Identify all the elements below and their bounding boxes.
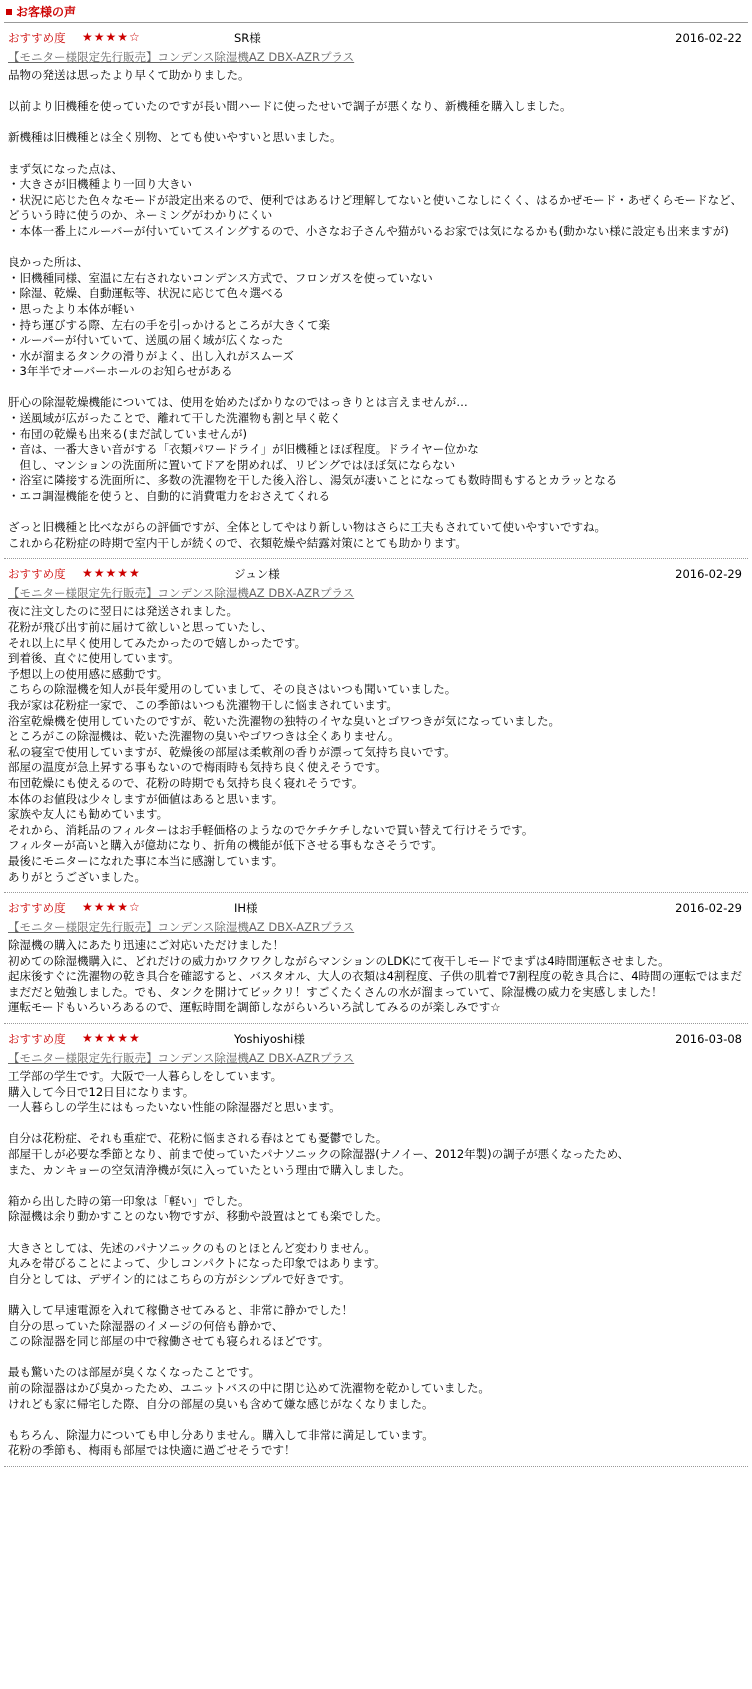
review-body (8, 68, 748, 551)
star-rating-icon: ★★★★☆ (82, 900, 141, 915)
review-text-line: 新機種は旧機種とは全く別物、とても使いやすいと思いました。 (8, 130, 342, 145)
review-text-line (8, 240, 748, 256)
review-text-line: 購入して今日で12日目になります。 (8, 1084, 195, 1099)
review-text-line: ・本体一番上にルーバーが付いていてスイングするので、小さなお子さんや猫がいるお家では気になるかも(動かない様に設定も出来ますが) (8, 223, 729, 238)
review-text-line (8, 1225, 748, 1241)
review-text-line: まず気になった点は、 (8, 161, 123, 176)
review-text-line: ・エコ調湿機能を使うと、自動的に消費電力をおさえてくれる (8, 489, 330, 504)
review-text-line: 自分の思っていた除湿器のイメージの何倍も静かで、 (8, 1318, 284, 1333)
review-text-line: 肝心の除湿乾燥機能については、使用を始めたばかりなのではっきりとは言えませんが… (8, 395, 468, 410)
review-text-line: 花粉が飛び出す前に届けて欲しいと思っていたし、 (8, 620, 273, 634)
review-text-line: これから花粉症の時期で室内干しが続くので、衣類乾燥や結露対策にとても助かります。 (8, 535, 467, 550)
review-text-line (8, 505, 748, 521)
review-text-line: 但し、マンションの洗面所に置いてドアを閉めれば、リビングではほぼ気にならない (8, 457, 456, 472)
review-text-line: 前の除湿器はかび臭かったため、ユニットバスの中に閉じ込めて洗濯物を乾かしていました。 (8, 1380, 490, 1395)
review-text-line: ・ルーバーが付いていて、送風の届く域が広くなった (8, 333, 284, 348)
star-rating-icon: ★★★★★ (82, 1031, 141, 1046)
review-text-line: ざっと旧機種と比べながらの評価ですが、全体としてやはり新しい物はさらに工夫もされていて使いやすいですね。 (8, 520, 606, 535)
review-text-line: 私の寝室で使用していますが、乾燥後の部屋は柔軟剤の香りが漂って気持ち良いです。 (8, 744, 456, 759)
reviewer-name: Yoshiyoshi様 (234, 1032, 305, 1047)
review-text-line (8, 146, 748, 162)
review-text-line: 大きさとしては、先述のパナソニックのものとほとんど変わりません。 (8, 1240, 376, 1255)
review-item (4, 893, 748, 1024)
review-text-line: 家族や友人にも勧めています。 (8, 807, 169, 822)
review-text-line: 花粉の季節も、梅雨も部屋では快適に過ごせそうです！ (8, 1443, 296, 1458)
review-text-line (8, 1178, 748, 1194)
review-text-line: また、カンキョーの空気清浄機が気に入っていたという理由で購入しました。 (8, 1162, 411, 1177)
review-text-line: それから、消耗品のフィルターはお手軽価格のようなのでケチケチしないで買い替えて行けそうです。 (8, 822, 534, 837)
review-text-line: 初めての除湿機購入に、どれだけの威力かワクワクしながらマンションのLDKにて夜干しモードでまずは4時間運転させました。 (8, 953, 670, 968)
review-header (4, 1030, 748, 1048)
review-text-line: けれども家に帰宅した際、自分の部屋の臭いも含めて嫌な感じがなくなりました。 (8, 1396, 434, 1411)
product-link[interactable]: 【モニター様限定先行販売】コンデンス除湿機AZ DBX-AZRプラス (8, 586, 355, 601)
review-header (4, 899, 748, 917)
review-text-line (8, 1350, 748, 1366)
review-text-line: この除湿器を同じ部屋の中で稼働させても寝られるほどです。 (8, 1334, 330, 1349)
review-text-line: ・送風域が広がったことで、離れて干した洗濯物も割と早く乾く (8, 411, 342, 426)
review-text-line: 品物の発送は思ったより早くて助かりました。 (8, 68, 250, 82)
review-text-line: ところがこの除湿機は、乾いた洗濯物の臭いやゴワつきは全くありません。 (8, 729, 400, 744)
review-body (8, 1069, 748, 1459)
review-text-line: ・旧機種同様、室温に左右されないコンデンス方式で、フロンガスを使っていない (8, 270, 433, 285)
product-link[interactable]: 【モニター様限定先行販売】コンデンス除湿機AZ DBX-AZRプラス (8, 50, 355, 64)
review-text-line: 予想以上の使用感に感動です。 (8, 666, 169, 681)
review-text-line: 良かった所は、 (8, 255, 89, 270)
review-item (4, 23, 748, 559)
review-text-line: もちろん、除湿力についても申し分ありません。購入して非常に満足しています。 (8, 1427, 434, 1442)
reviewer-name: IH様 (234, 901, 258, 916)
review-text-line: 部屋干しが必要な季節となり、前まで使っていたパナソニックの除湿器(ナノイー、2012年製)の調子が悪くなったため、 (8, 1147, 630, 1162)
review-text-line: ・持ち運びする際、左右の手を引っかけるところが大きくて楽 (8, 317, 330, 332)
review-text-line (8, 1116, 748, 1132)
review-text-line: 布団乾燥にも使えるので、花粉の時期でも気持ち良く寝れそうです。 (8, 775, 364, 790)
product-link[interactable]: 【モニター様限定先行販売】コンデンス除湿機AZ DBX-AZRプラス (8, 1051, 355, 1066)
review-text-line: 夜に注文したのに翌日には発送されました。 (8, 604, 238, 619)
section-title-text: お客様の声 (16, 5, 77, 19)
review-body (8, 938, 748, 1016)
review-text-line (8, 1287, 748, 1303)
review-text-line: 到着後、直ぐに使用しています。 (8, 651, 180, 666)
review-text-line: ・浴室に隣接する洗面所に、多数の洗濯物を干した後入浴し、湯気が凄いことになっても数時間もするとカラッとなる (8, 473, 618, 488)
review-text-line: ・状況に応じた色々なモードが設定出来るので、便利ではあるけど理解してないと使いこなしにくく、はるかぜモード・あぜくらモードなど、どういう時に使うのか、ネーミングがわかりにくい (8, 192, 743, 223)
review-text-line: ・除湿、乾燥、自動運転等、状況に応じて色々選べる (8, 286, 284, 301)
rating-label: おすすめ度 (8, 567, 66, 582)
review-date: 2016-02-29 (675, 901, 742, 916)
review-date: 2016-03-08 (675, 1032, 742, 1047)
review-text-line (8, 1412, 748, 1428)
review-text-line: 部屋の温度が急上昇する事もないので梅雨時も気持ち良く使えそうです。 (8, 760, 387, 775)
review-text-line (8, 115, 748, 131)
review-text-line: フィルターが高いと購入が億劫になり、折角の機能が低下させる事もなさそうです。 (8, 838, 443, 853)
review-text-line: こちらの除湿機を知人が長年愛用のしていまして、その良さはいつも聞いていました。 (8, 682, 457, 697)
review-text-line: 最後にモニターになれた事に本当に感謝しています。 (8, 853, 284, 868)
review-text-line: ・水が溜まるタンクの滑りがよく、出し入れがスムーズ (8, 348, 294, 363)
rating-label: おすすめ度 (8, 31, 66, 45)
review-text-line: 一人暮らしの学生にはもったいない性能の除湿器だと思います。 (8, 1100, 341, 1115)
reviewer-name: SR様 (234, 31, 261, 45)
review-text-line: 浴室乾燥機を使用していたのですが、乾いた洗濯物の独特のイヤな臭いとゴワつきが気になっていました。 (8, 713, 560, 728)
review-text-line (8, 380, 748, 396)
review-date: 2016-02-29 (675, 567, 742, 582)
review-text-line: ・3年半でオーバーホールのお知らせがある (8, 364, 233, 379)
review-text-line: 起床後すぐに洗濯物の乾き具合を確認すると、バスタオル、大人の衣類は4割程度、子供の肌着で7割程度の乾き具合に、4時間の運転ではまだまだだと勉強しました。でも、タンクを開けてビックリ！すごくたくさんの水が溜まっていて、除湿機の威力を実感しました！ (8, 969, 743, 999)
review-text-line: 我が家は花粉症一家で、この季節はいつも洗濯物干しに悩まされています。 (8, 697, 398, 712)
star-rating-icon: ★★★★☆ (82, 30, 141, 44)
review-text-line (8, 84, 748, 100)
review-list (4, 23, 748, 1467)
review-text-line: ・大きさが旧機種より一回り大きい (8, 177, 192, 192)
review-body (8, 604, 748, 885)
review-text-line: 自分としては、デザイン的にはこちらの方がシンプルで好きです。 (8, 1271, 351, 1286)
star-rating-icon: ★★★★★ (82, 566, 141, 581)
customer-reviews (4, 4, 748, 1467)
square-bullet-icon (6, 9, 12, 15)
review-text-line: 購入して早速電源を入れて稼働させてみると、非常に静かでした！ (8, 1302, 353, 1317)
review-text-line: 工学部の学生です。大阪で一人暮らしをしています。 (8, 1069, 283, 1084)
review-text-line: 箱から出した時の第一印象は「軽い」でした。 (8, 1193, 250, 1208)
section-title (4, 4, 748, 23)
review-text-line: 丸みを帯びることによって、少しコンパクトになった印象ではあります。 (8, 1256, 386, 1271)
review-text-line: ・思ったより本体が軽い (8, 301, 135, 316)
reviewer-name: ジュン様 (234, 567, 280, 582)
review-text-line: ・布団の乾燥も出来る(まだ試していませんが) (8, 426, 247, 441)
review-text-line: 自分は花粉症、それも重症で、花粉に悩まされる春はとても憂鬱でした。 (8, 1131, 388, 1146)
review-text-line: 本体のお値段は少々しますが価値はあると思います。 (8, 791, 284, 806)
review-item (4, 559, 748, 893)
review-text-line: ・音は、一番大きい音がする「衣類パワードライ」が旧機種とほぼ程度。ドライヤー位かな (8, 442, 479, 457)
review-text-line: 以前より旧機種を使っていたのですが長い間ハードに使ったせいで調子が悪くなり、新機種を購入しました。 (8, 99, 572, 114)
review-text-line: 運転モードもいろいろあるので、運転時間を調節しながらいろいろ試してみるのが楽しみです☆ (8, 1000, 501, 1015)
product-link[interactable]: 【モニター様限定先行販売】コンデンス除湿機AZ DBX-AZRプラス (8, 920, 355, 935)
review-text-line: 除湿機は余り動かすことのない物ですが、移動や設置はとても楽でした。 (8, 1209, 388, 1224)
review-header (4, 565, 748, 583)
rating-label: おすすめ度 (8, 901, 66, 916)
rating-label: おすすめ度 (8, 1032, 66, 1047)
review-text-line: 最も驚いたのは部屋が臭くなくなったことです。 (8, 1365, 261, 1380)
review-text-line: ありがとうございました。 (8, 869, 146, 884)
review-date: 2016-02-22 (675, 31, 742, 45)
review-text-line: それ以上に早く使用してみたかったので嬉しかったです。 (8, 635, 307, 650)
review-text-line: 除湿機の購入にあたり迅速にご対応いただけました！ (8, 938, 284, 953)
review-header (4, 29, 748, 47)
review-item (4, 1024, 748, 1467)
